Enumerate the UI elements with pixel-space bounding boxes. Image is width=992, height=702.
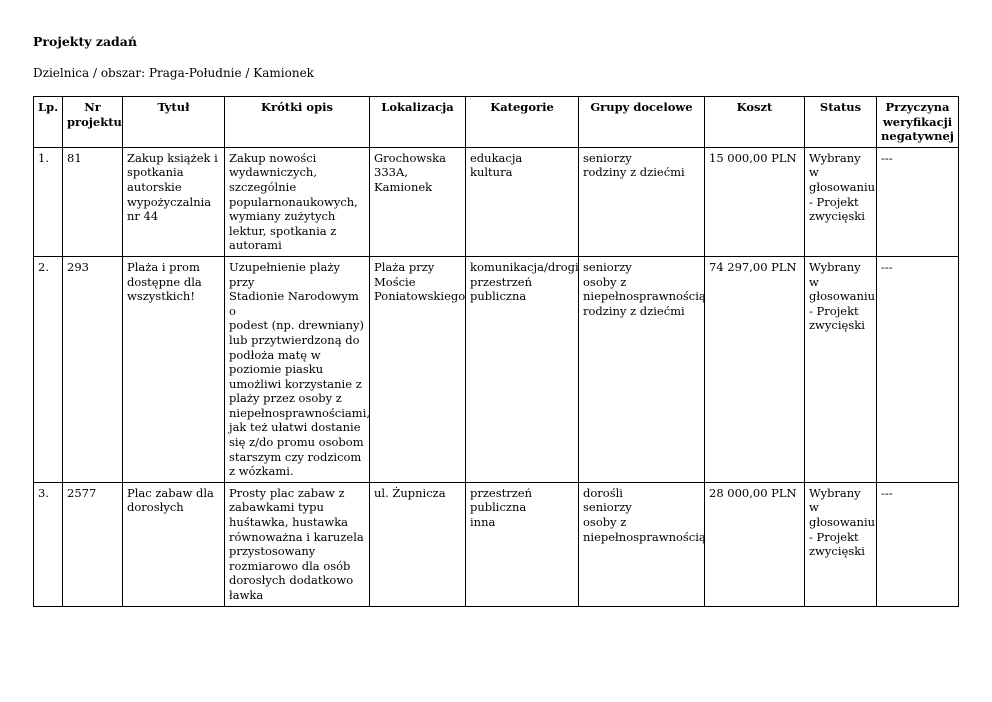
- cell-project-number: 293: [63, 256, 123, 482]
- cell-description: Uzupełnienie plaży przy Stadionie Narodowym o podest (np. drewniany) lub przytwierdzoną do podłoża matę w poziomie piasku umożliwi korzystanie z plaży przez osoby z niepełnosprawnościami, jak też ułatwi dostanie się z/do promu osobom starszym czy rodzicom z wózkami.: [225, 256, 370, 482]
- cell-project-number: 2577: [63, 482, 123, 606]
- cell-title: Plaża i prom dostępne dla wszystkich!: [123, 256, 225, 482]
- cell-rejection-reason: ---: [877, 147, 959, 256]
- cell-target-groups: seniorzy osoby z niepełnosprawnością rodziny z dziećmi: [579, 256, 705, 482]
- cell-description: Prosty plac zabaw z zabawkami typu huśtawka, hustawka równoważna i karuzela przystosowany rozmiarowo dla osób dorosłych dodatkowo ławka: [225, 482, 370, 606]
- cell-categories: komunikacja/drogi przestrzeń publiczna: [466, 256, 579, 482]
- header-cost: Koszt: [705, 97, 805, 148]
- cell-title: Plac zabaw dla dorosłych: [123, 482, 225, 606]
- cell-lp: 3.: [34, 482, 63, 606]
- cell-status: Wybrany w głosowaniu - Projekt zwycięski: [805, 147, 877, 256]
- header-desc: Krótki opis: [225, 97, 370, 148]
- cell-cost: 15 000,00 PLN: [705, 147, 805, 256]
- header-status: Status: [805, 97, 877, 148]
- header-location: Lokalizacja: [370, 97, 466, 148]
- cell-title: Zakup książek i spotkania autorskie wypożyczalnia nr 44: [123, 147, 225, 256]
- cell-categories: edukacja kultura: [466, 147, 579, 256]
- cell-project-number: 81: [63, 147, 123, 256]
- header-nr: Nr projektu: [63, 97, 123, 148]
- cell-target-groups: seniorzy rodziny z dziećmi: [579, 147, 705, 256]
- cell-lp: 1.: [34, 147, 63, 256]
- table-row: [34, 147, 959, 256]
- cell-description: Zakup nowości wydawniczych, szczególnie popularnonaukowych, wymiany zużytych lektur, spotkania z autorami: [225, 147, 370, 256]
- page-title: Projekty zadań: [33, 34, 137, 49]
- cell-target-groups: dorośli seniorzy osoby z niepełnosprawnością: [579, 482, 705, 606]
- cell-lp: 2.: [34, 256, 63, 482]
- district-label: Dzielnica / obszar: Praga-Południe / Kamionek: [33, 66, 314, 80]
- cell-cost: 28 000,00 PLN: [705, 482, 805, 606]
- table-row: [34, 482, 959, 606]
- cell-location: Grochowska 333A, Kamionek: [370, 147, 466, 256]
- cell-status: Wybrany w głosowaniu - Projekt zwycięski: [805, 482, 877, 606]
- cell-categories: przestrzeń publiczna inna: [466, 482, 579, 606]
- cell-location: Plaża przy Moście Poniatowskiego: [370, 256, 466, 482]
- cell-rejection-reason: ---: [877, 256, 959, 482]
- cell-location: ul. Żupnicza: [370, 482, 466, 606]
- header-categories: Kategorie: [466, 97, 579, 148]
- header-lp: Lp.: [34, 97, 63, 148]
- cell-cost: 74 297,00 PLN: [705, 256, 805, 482]
- header-reason: Przyczyna weryfikacji negatywnej: [877, 97, 959, 148]
- projects-table: [33, 96, 959, 607]
- table-row: [34, 256, 959, 482]
- cell-rejection-reason: ---: [877, 482, 959, 606]
- table-header-row: [34, 97, 959, 148]
- header-groups: Grupy docelowe: [579, 97, 705, 148]
- header-title: Tytuł: [123, 97, 225, 148]
- cell-status: Wybrany w głosowaniu - Projekt zwycięski: [805, 256, 877, 482]
